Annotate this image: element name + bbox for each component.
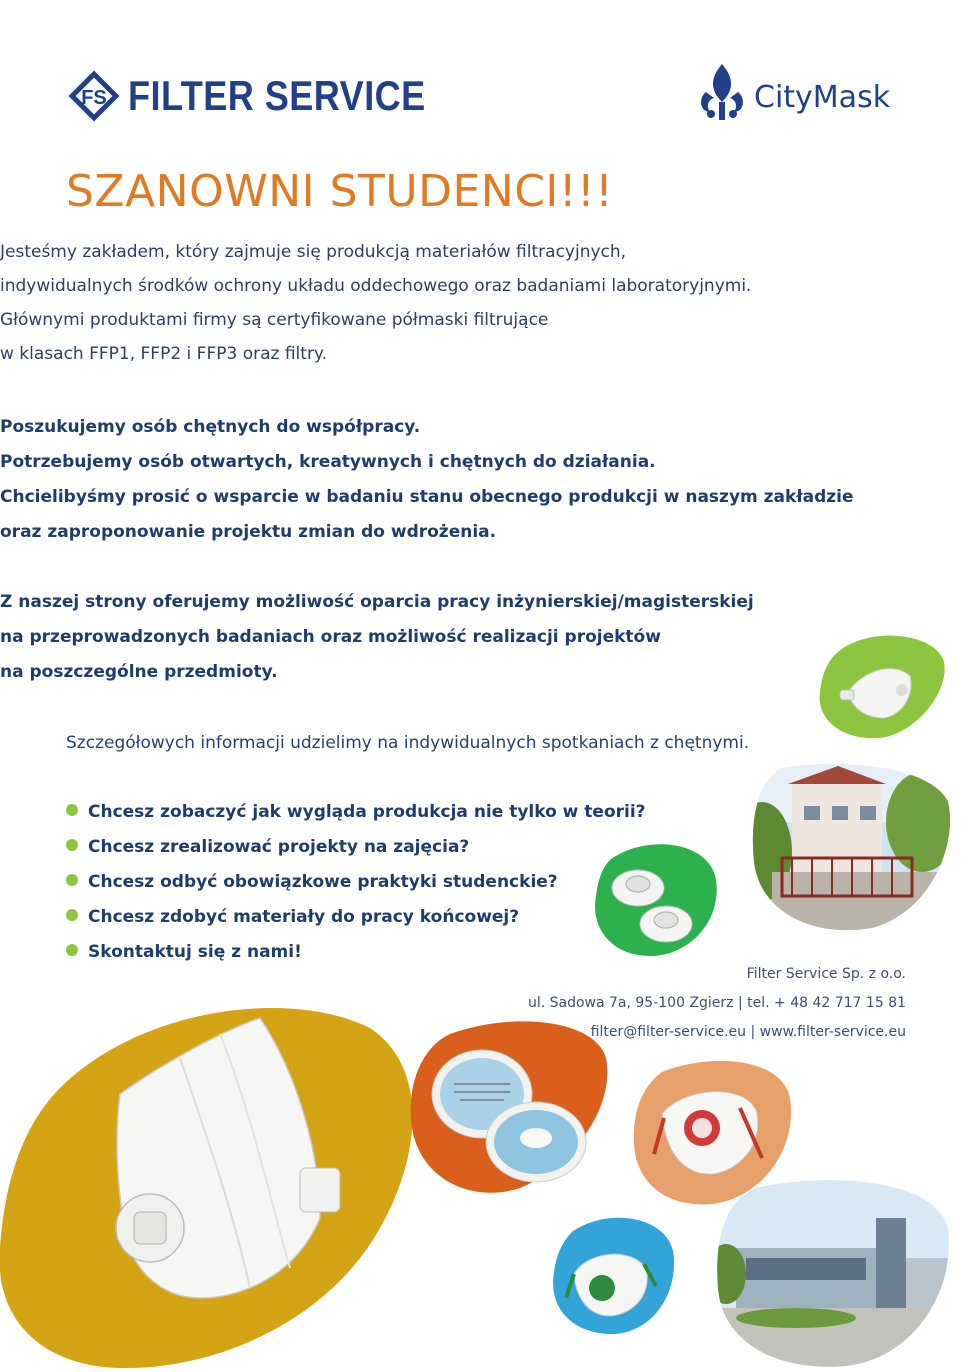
ffp-mask-image-gold — [0, 998, 412, 1368]
bullet-icon — [66, 944, 78, 956]
svg-text:FS: FS — [81, 87, 107, 109]
fleur-icon — [696, 62, 748, 124]
brand-name-left: FILTER SERVICE — [128, 72, 426, 119]
bullet-icon — [66, 874, 78, 886]
list-item: Chcesz zrealizować projekty na zajęcia? — [66, 830, 646, 865]
factory-photo — [752, 762, 952, 932]
question-list — [66, 795, 646, 970]
list-item: Skontaktuj się z nami! — [66, 935, 646, 970]
intro-line: Głównymi produktami firmy są certyfikowane półmaski filtrujące — [0, 310, 549, 330]
intro-line: indywidualnych środków ochrony układu oddechowego oraz badaniami laboratoryjnymi. — [0, 276, 752, 296]
company-name: Filter Service Sp. z o.o. — [746, 966, 906, 982]
valve-image-green — [594, 840, 718, 958]
list-item: Chcesz zdobyć materiały do pracy końcowej? — [66, 900, 646, 935]
offer-line: na przeprowadzonych badaniach oraz możliwość realizacji projektów — [0, 627, 661, 647]
fs-diamond-icon — [66, 68, 122, 124]
bullet-icon — [66, 804, 78, 816]
intro-paragraph — [0, 235, 751, 371]
offer-line: na poszczególne przedmioty. — [0, 662, 278, 682]
cooperation-paragraph — [0, 410, 854, 550]
company-web: filter@filter-service.eu | www.filter-service.eu — [590, 1024, 906, 1040]
details-note: Szczegółowych informacji udzielimy na indywidualnych spotkaniach z chętnymi. — [66, 733, 750, 753]
mask-image-green — [818, 632, 946, 740]
company-address: ul. Sadowa 7a, 95-100 Zgierz | tel. + 48 42 717 15 81 — [527, 995, 906, 1011]
cooperation-line: Chcielibyśmy prosić o wsparcie w badaniu stanu obecnego produkcji w naszym zakładzie — [0, 487, 854, 507]
cooperation-line: Potrzebujemy osób otwartych, kreatywnych i chętnych do działania. — [0, 452, 656, 472]
bullet-icon — [66, 839, 78, 851]
citymask-logo — [696, 62, 916, 132]
offer-paragraph — [0, 585, 754, 690]
intro-line: w klasach FFP1, FFP2 i FFP3 oraz filtry. — [0, 344, 327, 364]
filter-service-logo — [66, 68, 446, 128]
office-building-photo — [716, 1178, 952, 1368]
cooperation-line: oraz zaproponowanie projektu zmian do wdrożenia. — [0, 522, 497, 542]
offer-line: Z naszej strony oferujemy możliwość oparcia pracy inżynierskiej/magisterskiej — [0, 592, 754, 612]
green-valve-mask-image-blue — [552, 1212, 676, 1336]
intro-line: Jesteśmy zakładem, który zajmuje się produkcją materiałów filtracyjnych, — [0, 242, 627, 262]
list-item: Chcesz zobaczyć jak wygląda produkcja nie tylko w teorii? — [66, 795, 646, 830]
brand-name-right: CityMask — [754, 80, 891, 115]
filter-image-orange — [410, 1018, 610, 1194]
list-item: Chcesz odbyć obowiązkowe praktyki studenckie? — [66, 865, 646, 900]
bullet-icon — [66, 909, 78, 921]
cooperation-line: Poszukujemy osób chętnych do współpracy. — [0, 417, 421, 437]
page-title: SZANOWNI STUDENCI!!! — [66, 166, 614, 217]
